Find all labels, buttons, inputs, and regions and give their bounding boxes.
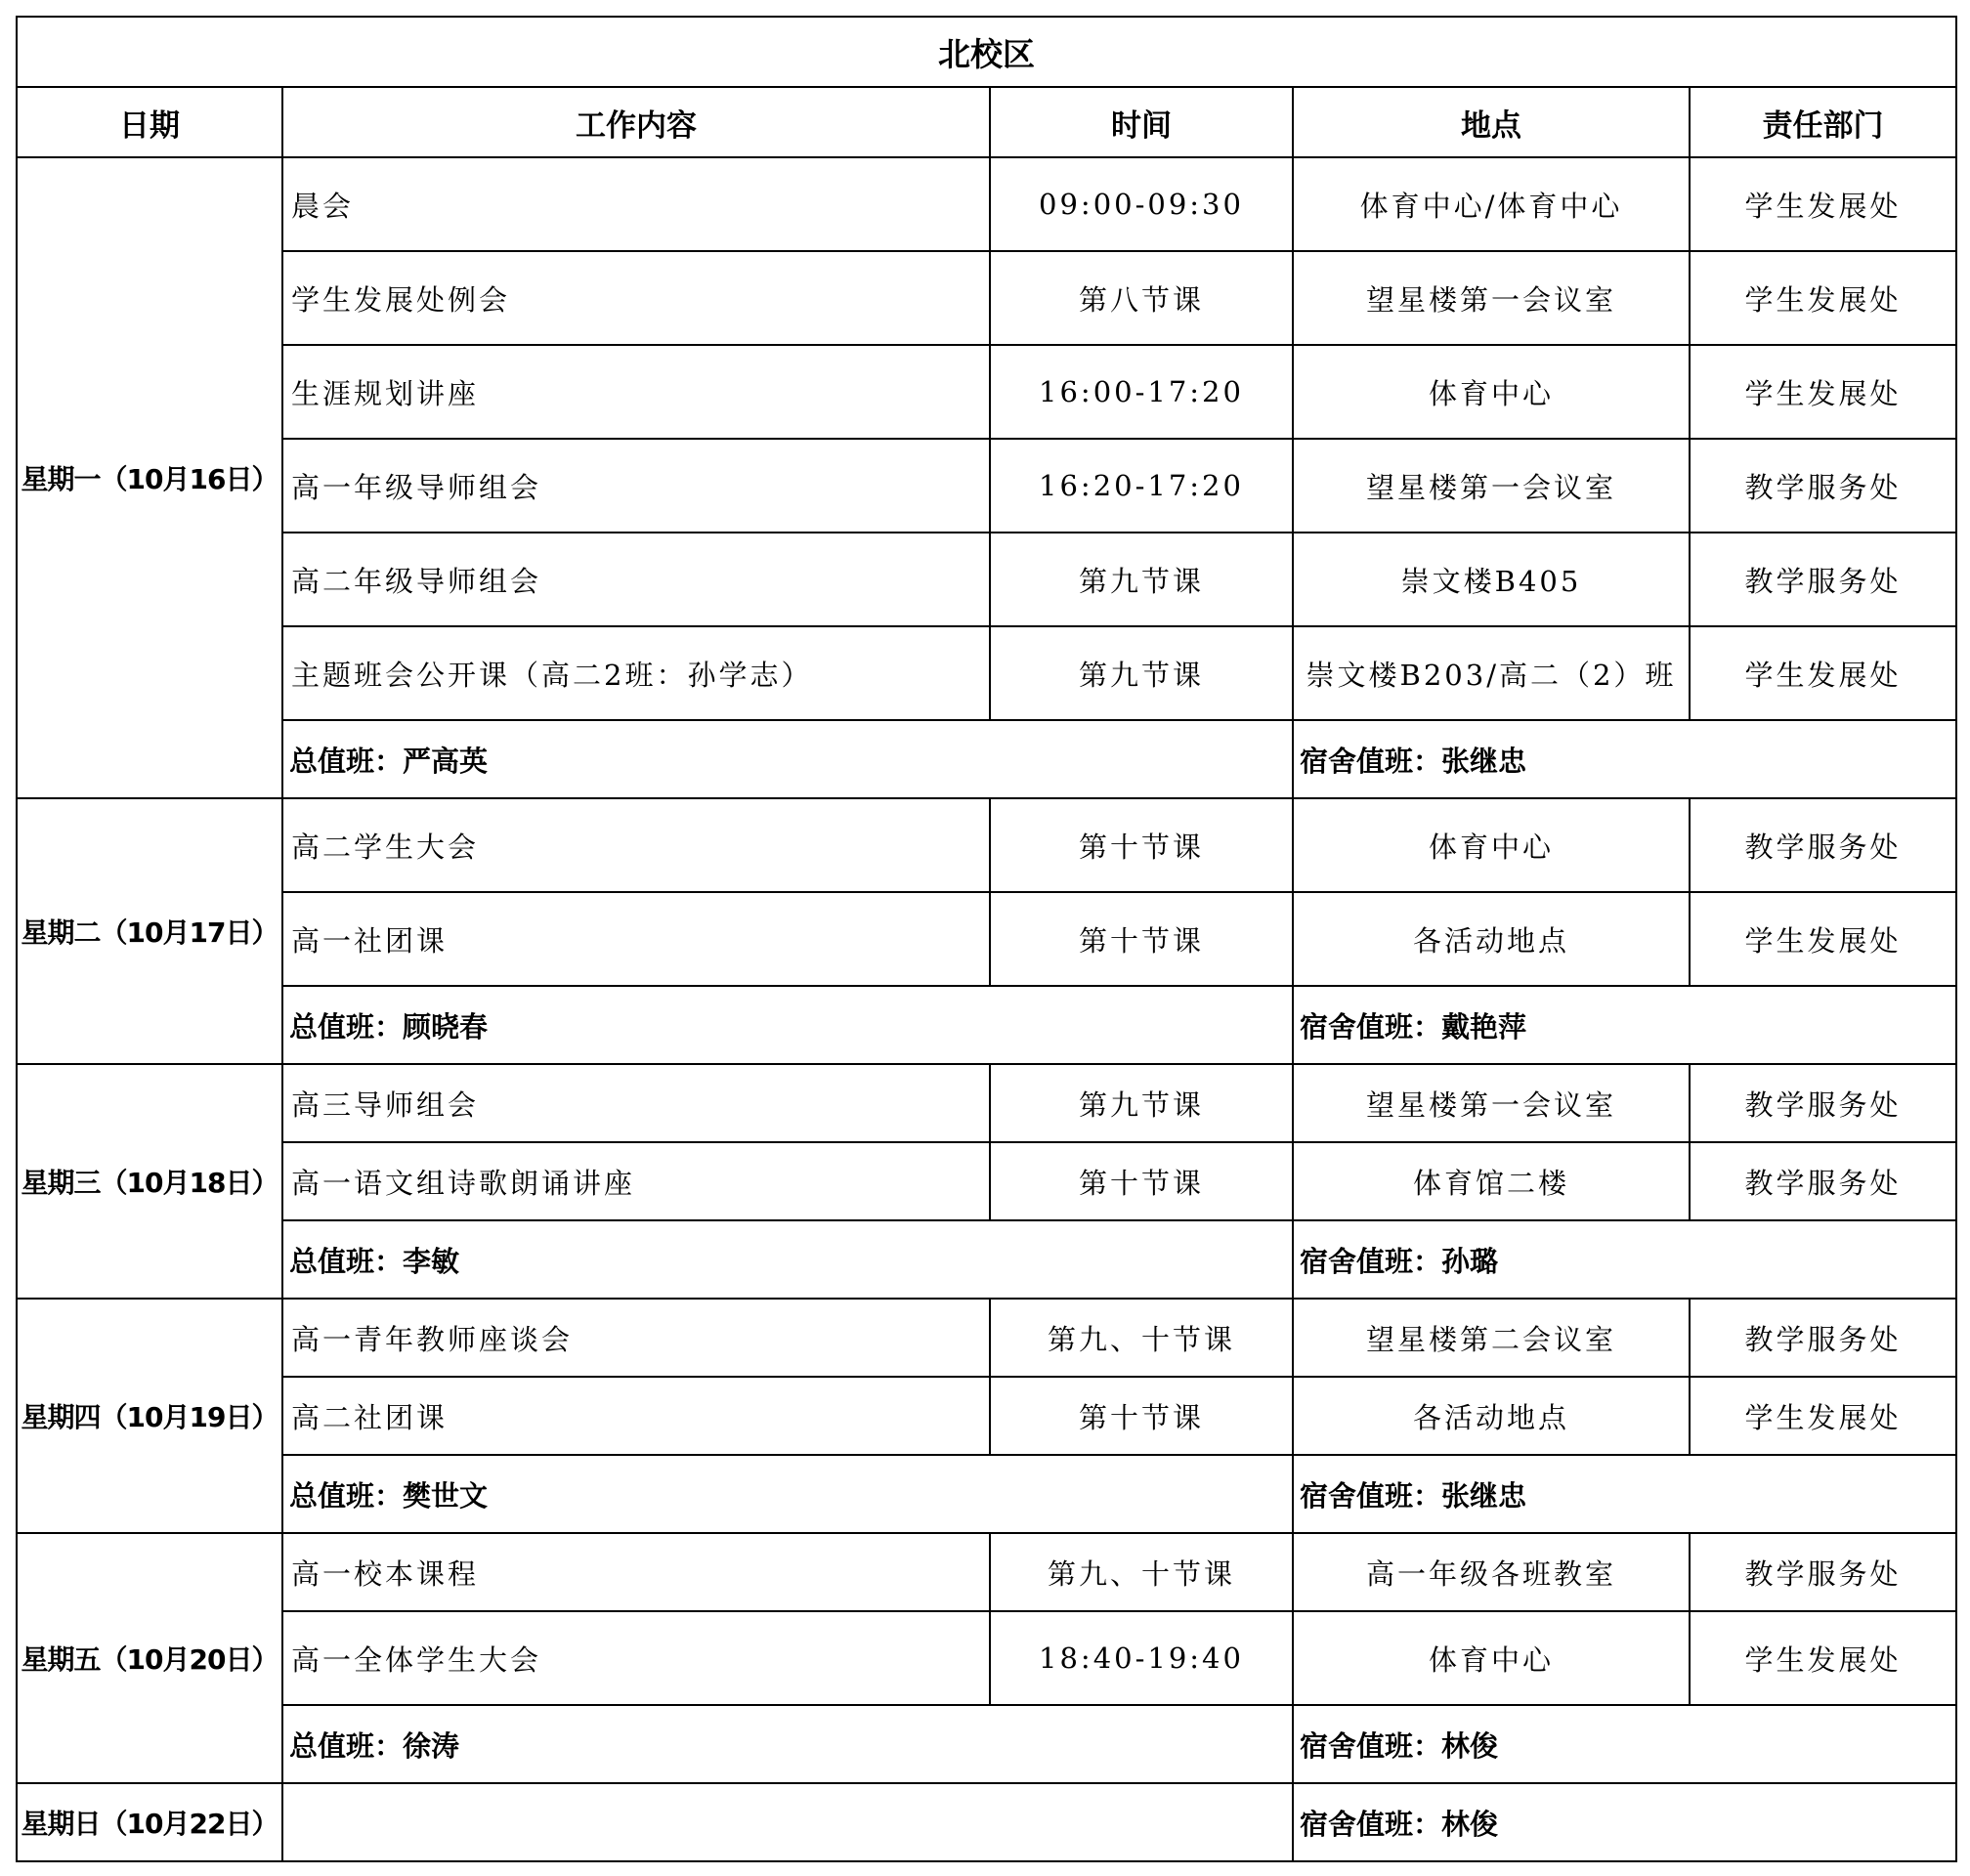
task-dept: 学生发展处 (1690, 157, 1956, 251)
task-place: 高一年级各班教室 (1293, 1533, 1690, 1611)
general-duty: 总值班：严高英 (282, 720, 1293, 798)
task-place: 体育中心 (1293, 1611, 1690, 1705)
general-duty: 总值班：樊世文 (282, 1455, 1293, 1533)
header-content: 工作内容 (282, 87, 990, 157)
task-content: 高一青年教师座谈会 (282, 1299, 990, 1377)
task-content: 晨会 (282, 157, 990, 251)
task-time: 18:40-19:40 (990, 1611, 1293, 1705)
task-place: 望星楼第一会议室 (1293, 251, 1690, 345)
task-place: 各活动地点 (1293, 892, 1690, 986)
task-place: 体育中心/体育中心 (1293, 157, 1690, 251)
task-content: 生涯规划讲座 (282, 345, 990, 439)
task-content: 高二学生大会 (282, 798, 990, 892)
table-row (17, 439, 1956, 533)
general-duty: 总值班：徐涛 (282, 1705, 1293, 1783)
task-time: 第十节课 (990, 1377, 1293, 1455)
task-dept: 教学服务处 (1690, 1064, 1956, 1142)
task-dept: 教学服务处 (1690, 439, 1956, 533)
task-time: 第九、十节课 (990, 1533, 1293, 1611)
table-title: 北校区 (17, 17, 1956, 87)
day-date-cell: 星期五（10月20日） (17, 1533, 282, 1783)
task-place: 望星楼第一会议室 (1293, 1064, 1690, 1142)
day-date-cell: 星期四（10月19日） (17, 1299, 282, 1533)
task-dept: 教学服务处 (1690, 1299, 1956, 1377)
general-duty: 总值班：顾晓春 (282, 986, 1293, 1064)
task-place: 望星楼第二会议室 (1293, 1299, 1690, 1377)
task-dept: 教学服务处 (1690, 798, 1956, 892)
task-content: 主题班会公开课（高二2班：孙学志） (282, 626, 990, 720)
duty-row (17, 720, 1956, 798)
dorm-duty: 宿舍值班：张继忠 (1293, 1455, 1956, 1533)
header-dept: 责任部门 (1690, 87, 1956, 157)
task-time: 09:00-09:30 (990, 157, 1293, 251)
table-row (17, 533, 1956, 626)
task-content: 高一年级导师组会 (282, 439, 990, 533)
task-time: 第八节课 (990, 251, 1293, 345)
task-content: 高一全体学生大会 (282, 1611, 990, 1705)
table-row (17, 251, 1956, 345)
day-date-cell: 星期三（10月18日） (17, 1064, 282, 1299)
header-row (17, 87, 1956, 157)
task-content: 高二年级导师组会 (282, 533, 990, 626)
task-time: 第九节课 (990, 1064, 1293, 1142)
dorm-duty: 宿舍值班：戴艳萍 (1293, 986, 1956, 1064)
day-date-cell: 星期二（10月17日） (17, 798, 282, 1064)
task-content: 高三导师组会 (282, 1064, 990, 1142)
dorm-duty: 宿舍值班：张继忠 (1293, 720, 1956, 798)
schedule-table (16, 16, 1957, 1862)
task-time: 第九节课 (990, 626, 1293, 720)
table-row (17, 798, 1956, 892)
task-time: 第十节课 (990, 798, 1293, 892)
task-dept: 教学服务处 (1690, 1142, 1956, 1220)
task-place: 体育中心 (1293, 798, 1690, 892)
task-dept: 教学服务处 (1690, 533, 1956, 626)
task-place: 体育中心 (1293, 345, 1690, 439)
table-row (17, 157, 1956, 251)
duty-row (17, 1455, 1956, 1533)
task-place: 望星楼第一会议室 (1293, 439, 1690, 533)
task-dept: 学生发展处 (1690, 251, 1956, 345)
task-time: 第十节课 (990, 892, 1293, 986)
task-dept: 教学服务处 (1690, 1533, 1956, 1611)
table-row (17, 1377, 1956, 1455)
table-row (17, 1299, 1956, 1377)
table-row (17, 892, 1956, 986)
task-content: 高一语文组诗歌朗诵讲座 (282, 1142, 990, 1220)
duty-row (17, 1705, 1956, 1783)
duty-row (17, 986, 1956, 1064)
header-time: 时间 (990, 87, 1293, 157)
task-time: 16:00-17:20 (990, 345, 1293, 439)
task-content: 学生发展处例会 (282, 251, 990, 345)
task-place: 崇文楼B405 (1293, 533, 1690, 626)
table-row (17, 626, 1956, 720)
task-place: 各活动地点 (1293, 1377, 1690, 1455)
task-time: 第九、十节课 (990, 1299, 1293, 1377)
table-row (17, 1064, 1956, 1142)
general-duty: 总值班：李敏 (282, 1220, 1293, 1299)
general-duty-empty (282, 1783, 1293, 1861)
task-content: 高二社团课 (282, 1377, 990, 1455)
task-time: 16:20-17:20 (990, 439, 1293, 533)
header-place: 地点 (1293, 87, 1690, 157)
task-dept: 学生发展处 (1690, 345, 1956, 439)
task-time: 第十节课 (990, 1142, 1293, 1220)
sunday-row (17, 1783, 1956, 1861)
header-date: 日期 (17, 87, 282, 157)
task-content: 高一社团课 (282, 892, 990, 986)
dorm-duty: 宿舍值班：孙璐 (1293, 1220, 1956, 1299)
duty-row (17, 1220, 1956, 1299)
table-row (17, 1533, 1956, 1611)
table-row (17, 345, 1956, 439)
dorm-duty: 宿舍值班：林俊 (1293, 1783, 1956, 1861)
table-row (17, 1611, 1956, 1705)
task-time: 第九节课 (990, 533, 1293, 626)
day-date-cell: 星期一（10月16日） (17, 157, 282, 798)
task-dept: 学生发展处 (1690, 1377, 1956, 1455)
task-dept: 学生发展处 (1690, 892, 1956, 986)
day-date-cell: 星期日（10月22日） (17, 1783, 282, 1861)
task-place: 体育馆二楼 (1293, 1142, 1690, 1220)
dorm-duty: 宿舍值班：林俊 (1293, 1705, 1956, 1783)
table-row (17, 1142, 1956, 1220)
task-content: 高一校本课程 (282, 1533, 990, 1611)
task-dept: 学生发展处 (1690, 1611, 1956, 1705)
task-place: 崇文楼B203/高二（2）班 (1293, 626, 1690, 720)
title-row (17, 17, 1956, 87)
task-dept: 学生发展处 (1690, 626, 1956, 720)
